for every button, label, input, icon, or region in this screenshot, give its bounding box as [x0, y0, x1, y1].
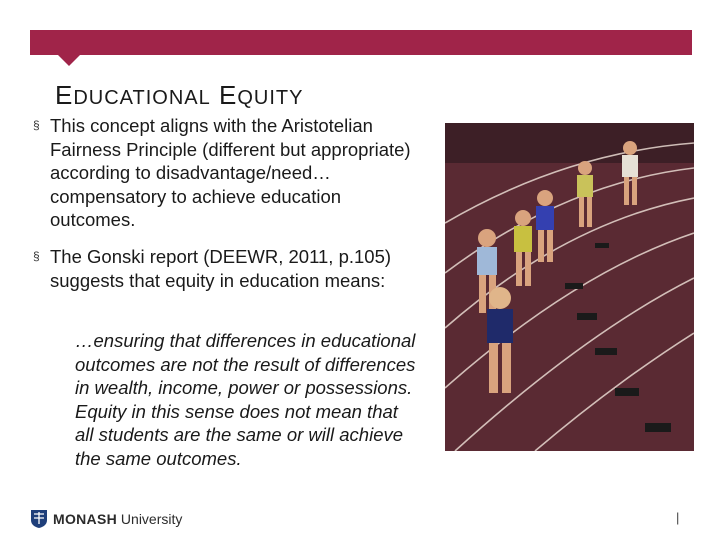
athletes-illustration: [445, 123, 694, 451]
logo-word-monash: MONASH: [53, 511, 118, 527]
bullet-gonski: [33, 245, 413, 292]
logo-word-university: University: [117, 511, 183, 527]
bullet-marker: §: [33, 118, 40, 132]
header-bar: [30, 30, 692, 55]
title-word-2-rest: QUITY: [237, 87, 304, 109]
page-number: |: [676, 510, 680, 525]
title-word-1-rest: DUCATIONAL: [73, 87, 211, 109]
slide-title: [55, 80, 303, 111]
header-bar-notch: [58, 55, 80, 66]
bullet-aristotelian: [33, 114, 413, 232]
bullet-text: The Gonski report (DEEWR, 2011, p.105) suggests that equity in education means:: [50, 246, 392, 291]
logo-wordmark: [53, 511, 182, 527]
monash-shield-icon: [30, 509, 48, 529]
monash-logo: [30, 509, 182, 529]
title-initial-2: E: [219, 80, 238, 110]
gonski-quote: …ensuring that differences in educational outcomes are not the result of differences in wealth, income, power or possessions. Equity in this sense does not mean that all students are the same or will achieve the same outcomes.: [75, 330, 416, 469]
title-initial-1: E: [55, 80, 74, 110]
bullet-marker: §: [33, 249, 40, 263]
athletes-photo: [445, 123, 694, 451]
bullet-text: This concept aligns with the Aristotelian Fairness Principle (different but appropriate) according to disadvantage/need…compensatory to achieve education outcomes.: [50, 115, 411, 230]
